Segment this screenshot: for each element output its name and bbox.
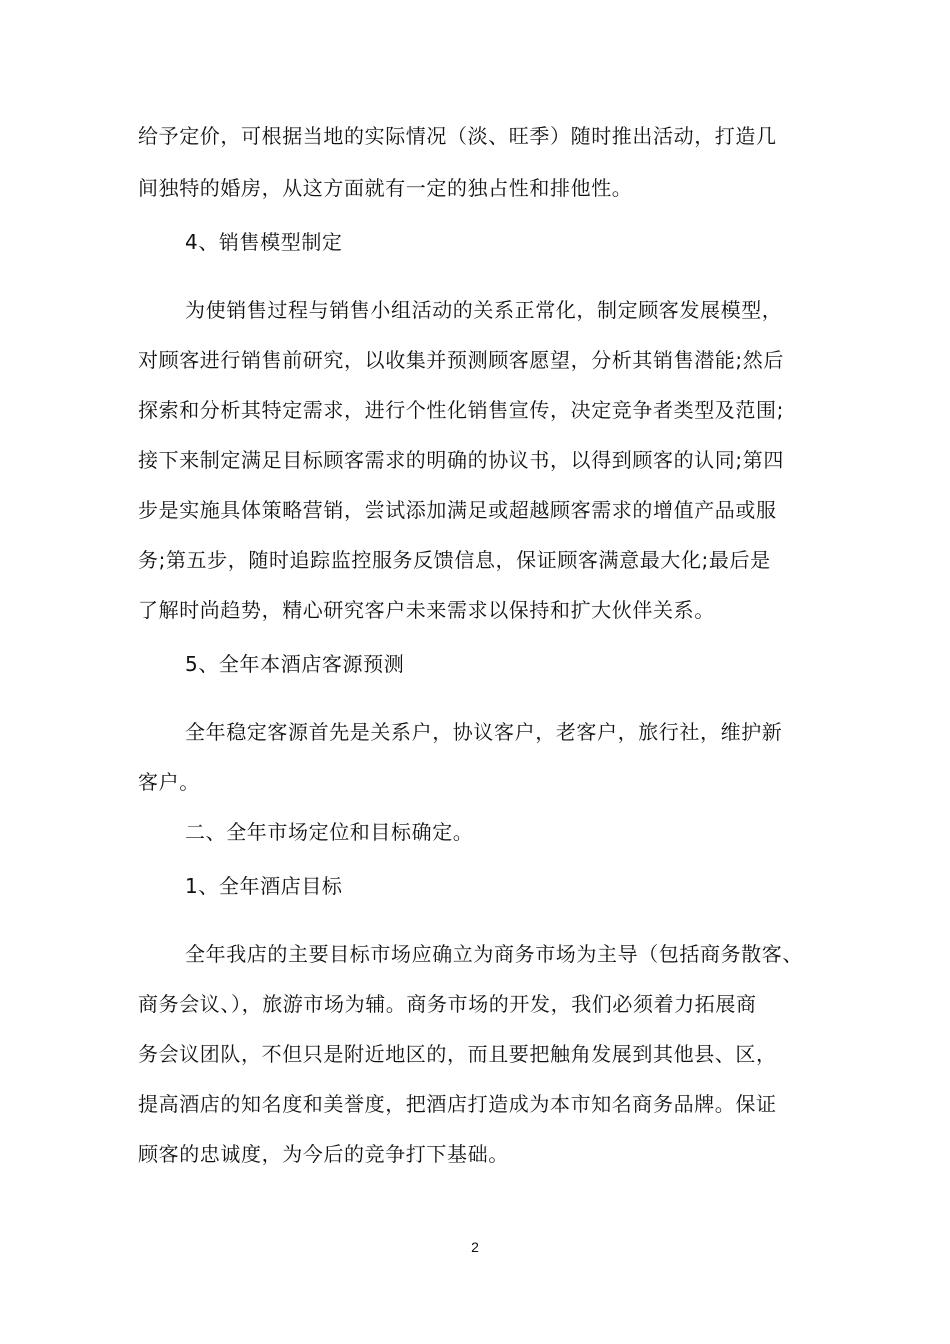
paragraph-line: 间独特的婚房，从这方面就有一定的独占性和排他性。 [138,176,633,200]
paragraph-line: 给予定价，可根据当地的实际情况（淡、旺季）随时推出活动，打造几 [138,124,777,148]
paragraph-line: 客户。 [138,770,200,794]
section-heading: 二、全年市场定位和目标确定。 [185,820,474,844]
paragraph-line: 接下来制定满足目标顾客需求的明确的协议书，以得到顾客的认同;第四 [138,448,784,472]
page-number: 2 [471,1239,479,1255]
paragraph-line: 顾客的忠诚度，为今后的竞争打下基础。 [138,1142,509,1166]
paragraph-line: 为使销售过程与销售小组活动的关系正常化，制定顾客发展模型， [185,298,783,322]
paragraph-line: 务;第五步，随时追踪监控服务反馈信息，保证顾客满意最大化;最后是 [138,548,771,572]
section-heading: 4、销售模型制定 [185,230,343,254]
paragraph-line: 全年稳定客源首先是关系户，协议客户，老客户，旅行社，维护新 [185,720,783,744]
paragraph-line: 探索和分析其特定需求，进行个性化销售宣传，决定竞争者类型及范围; [138,398,784,422]
paragraph-line: 全年我店的主要目标市场应确立为商务市场为主导（包括商务散客、 [185,942,803,966]
paragraph-line: 务会议团队，不但只是附近地区的，而且要把触角发展到其他县、区， [138,1042,777,1066]
paragraph-line: 了解时尚趋势，精心研究客户未来需求以保持和扩大伙伴关系。 [138,598,715,622]
section-heading: 1、全年酒店目标 [185,874,343,898]
paragraph-line: 步是实施具体策略营销，尝试添加满足或超越顾客需求的增值产品或服 [138,498,777,522]
section-heading: 5、全年本酒店客源预测 [185,652,405,676]
paragraph-line: 提高酒店的知名度和美誉度，把酒店打造成为本市知名商务品牌。保证 [138,1092,777,1116]
paragraph-line: 商务会议、），旅游市场为辅。商务市场的开发，我们必须着力拓展商 [138,992,757,1016]
paragraph-line: 对顾客进行销售前研究，以收集并预测顾客愿望，分析其销售潜能;然后 [138,348,784,372]
